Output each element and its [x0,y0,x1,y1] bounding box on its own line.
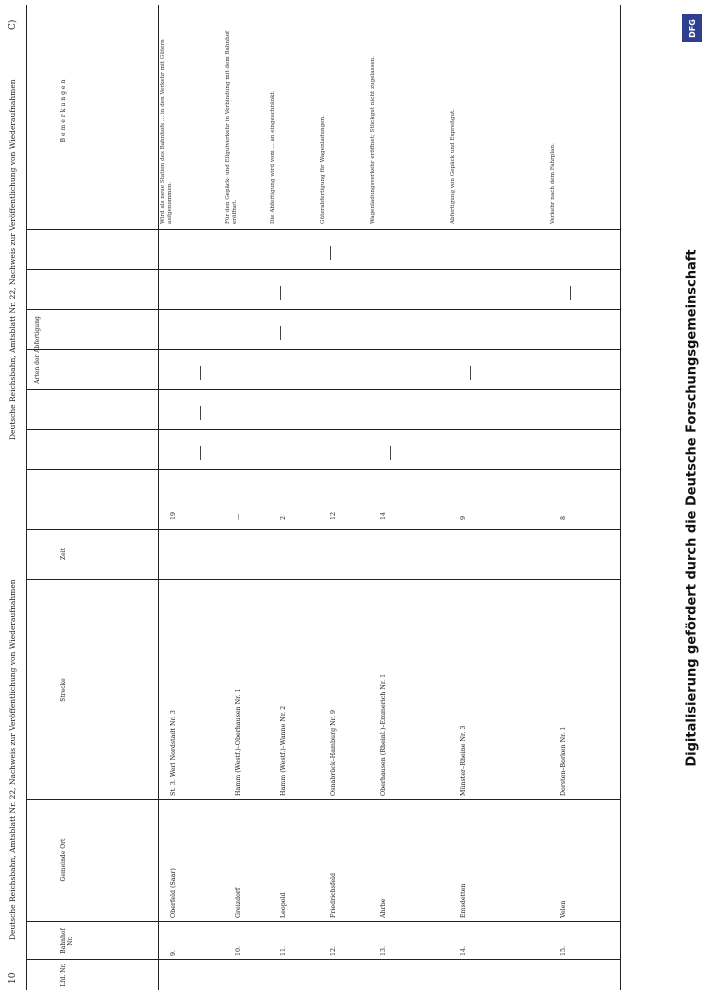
col-sep [26,429,620,430]
row-nr: 14. [460,945,467,956]
row-strecke: Dorsten–Borken Nr. 1 [560,726,567,796]
row-strecke: Osnabrück–Hamburg Nr. 9 [330,710,337,796]
row-mark: 9 [460,515,467,520]
empty-cell-dash [200,406,201,420]
col-sep [26,269,620,270]
col-sep [26,579,620,580]
col-sep [26,469,620,470]
dfg-logo-icon [682,14,702,42]
dfg-logo-text: DFG [687,18,697,38]
row-nr: 13. [380,945,387,956]
col-head-lfd-nr: Lfd. Nr. [60,963,67,987]
col-sep [26,959,620,960]
row-strecke: St. 3. Werl Nordstadt Nr. 3 [170,710,177,796]
row-mark: 2 [280,515,287,520]
row-mark: 14 [380,511,387,520]
row-remark: Wagenladungsverkehr eröffnet; Stückgut nicht zugelassen. [370,55,376,224]
col-head-strecke: Strecke [60,678,67,702]
row-mark: — [235,513,242,520]
row-nr: 9. [170,949,177,956]
col-sep [26,349,620,350]
row-remark: Die Abfertigung wird vom ... an eingeschränkt. [270,90,276,224]
row-remark: Verkehr nach dem Fahrplan. [550,143,556,224]
page-number-left: 10 [8,972,18,984]
row-station-name: Friedrichsfeld [330,872,337,918]
table-bottom-rule [620,5,621,990]
empty-cell-dash [280,326,281,340]
row-remark: Wird als neue Station des Bahnhofs ... in den Verkehr mit Gütern aufgenommen. [160,39,174,224]
row-nr: 11. [280,945,287,956]
col-head-bemerkungen: Bemerkungen [60,77,67,143]
row-remark: Für den Gepäck- und Eilgutverkehr in Verbindung mit dem Bahnhof eröffnet. [225,30,239,224]
row-nr: 10. [235,945,242,956]
row-remark: Güterabfertigung für Wagenladungen. [320,115,326,224]
row-station-name: Oberfeld (Saar) [170,868,177,918]
col-head-bahnhof: Bahnhof Nr. [60,928,74,954]
row-station-name: Emsdetten [460,883,467,918]
col-sep [26,921,620,922]
empty-cell-dash [330,246,331,260]
row-nr: 15. [560,945,567,956]
row-mark: 12 [330,511,337,520]
empty-cell-dash [570,286,571,300]
col-head-gemeinde: Gemeinde Ort [60,838,67,882]
col-head-zeit: Zeit [60,547,67,561]
col-sep [26,389,620,390]
col-sep [26,799,620,800]
empty-cell-dash [390,446,391,460]
empty-cell-dash [470,366,471,380]
row-mark: 19 [170,511,177,520]
col-sep [26,529,620,530]
row-nr: 12. [330,945,337,956]
table-head-rule [158,5,159,990]
row-station-name: Velen [560,900,567,918]
row-strecke: Oberhausen (Rheinl.)–Emmerich Nr. 1 [380,673,387,796]
empty-cell-dash [200,366,201,380]
left-title: Deutsche Reichsbahn, Amtsblatt Nr. 22, Nachweis zur Veröffentlichung von Wiederaufnahmen [8,579,17,940]
row-mark: 8 [560,515,567,520]
watermark-text: Digitalisierung gefördert durch die Deutsche Forschungsgemeinschaft [684,249,700,767]
page-number-right: C) [8,19,18,30]
right-title: Deutsche Reichsbahn, Amtsblatt Nr. 22, Nachweis zur Veröffentlichung von Wiederaufnahmen [8,79,17,440]
row-strecke: Hamm (Westf.)–Oberhausen Nr. 1 [235,688,242,796]
row-station-name: Greizdorf [235,887,242,918]
empty-cell-dash [280,286,281,300]
table-top-rule [26,5,27,990]
row-remark: Abfertigung von Gepäck und Expreßgut. [450,108,456,224]
col-head-arten: Arten der Abfertigung [34,316,41,384]
row-strecke: Hamm (Westf.)–Wanne Nr. 2 [280,705,287,796]
row-station-name: Leopold [280,892,287,918]
dfg-watermark [681,8,703,992]
col-sep [26,309,620,310]
row-strecke: Münster–Rheine Nr. 3 [460,725,467,796]
empty-cell-dash [200,446,201,460]
row-station-name: Ahrbe [380,898,387,918]
col-sep [26,229,620,230]
